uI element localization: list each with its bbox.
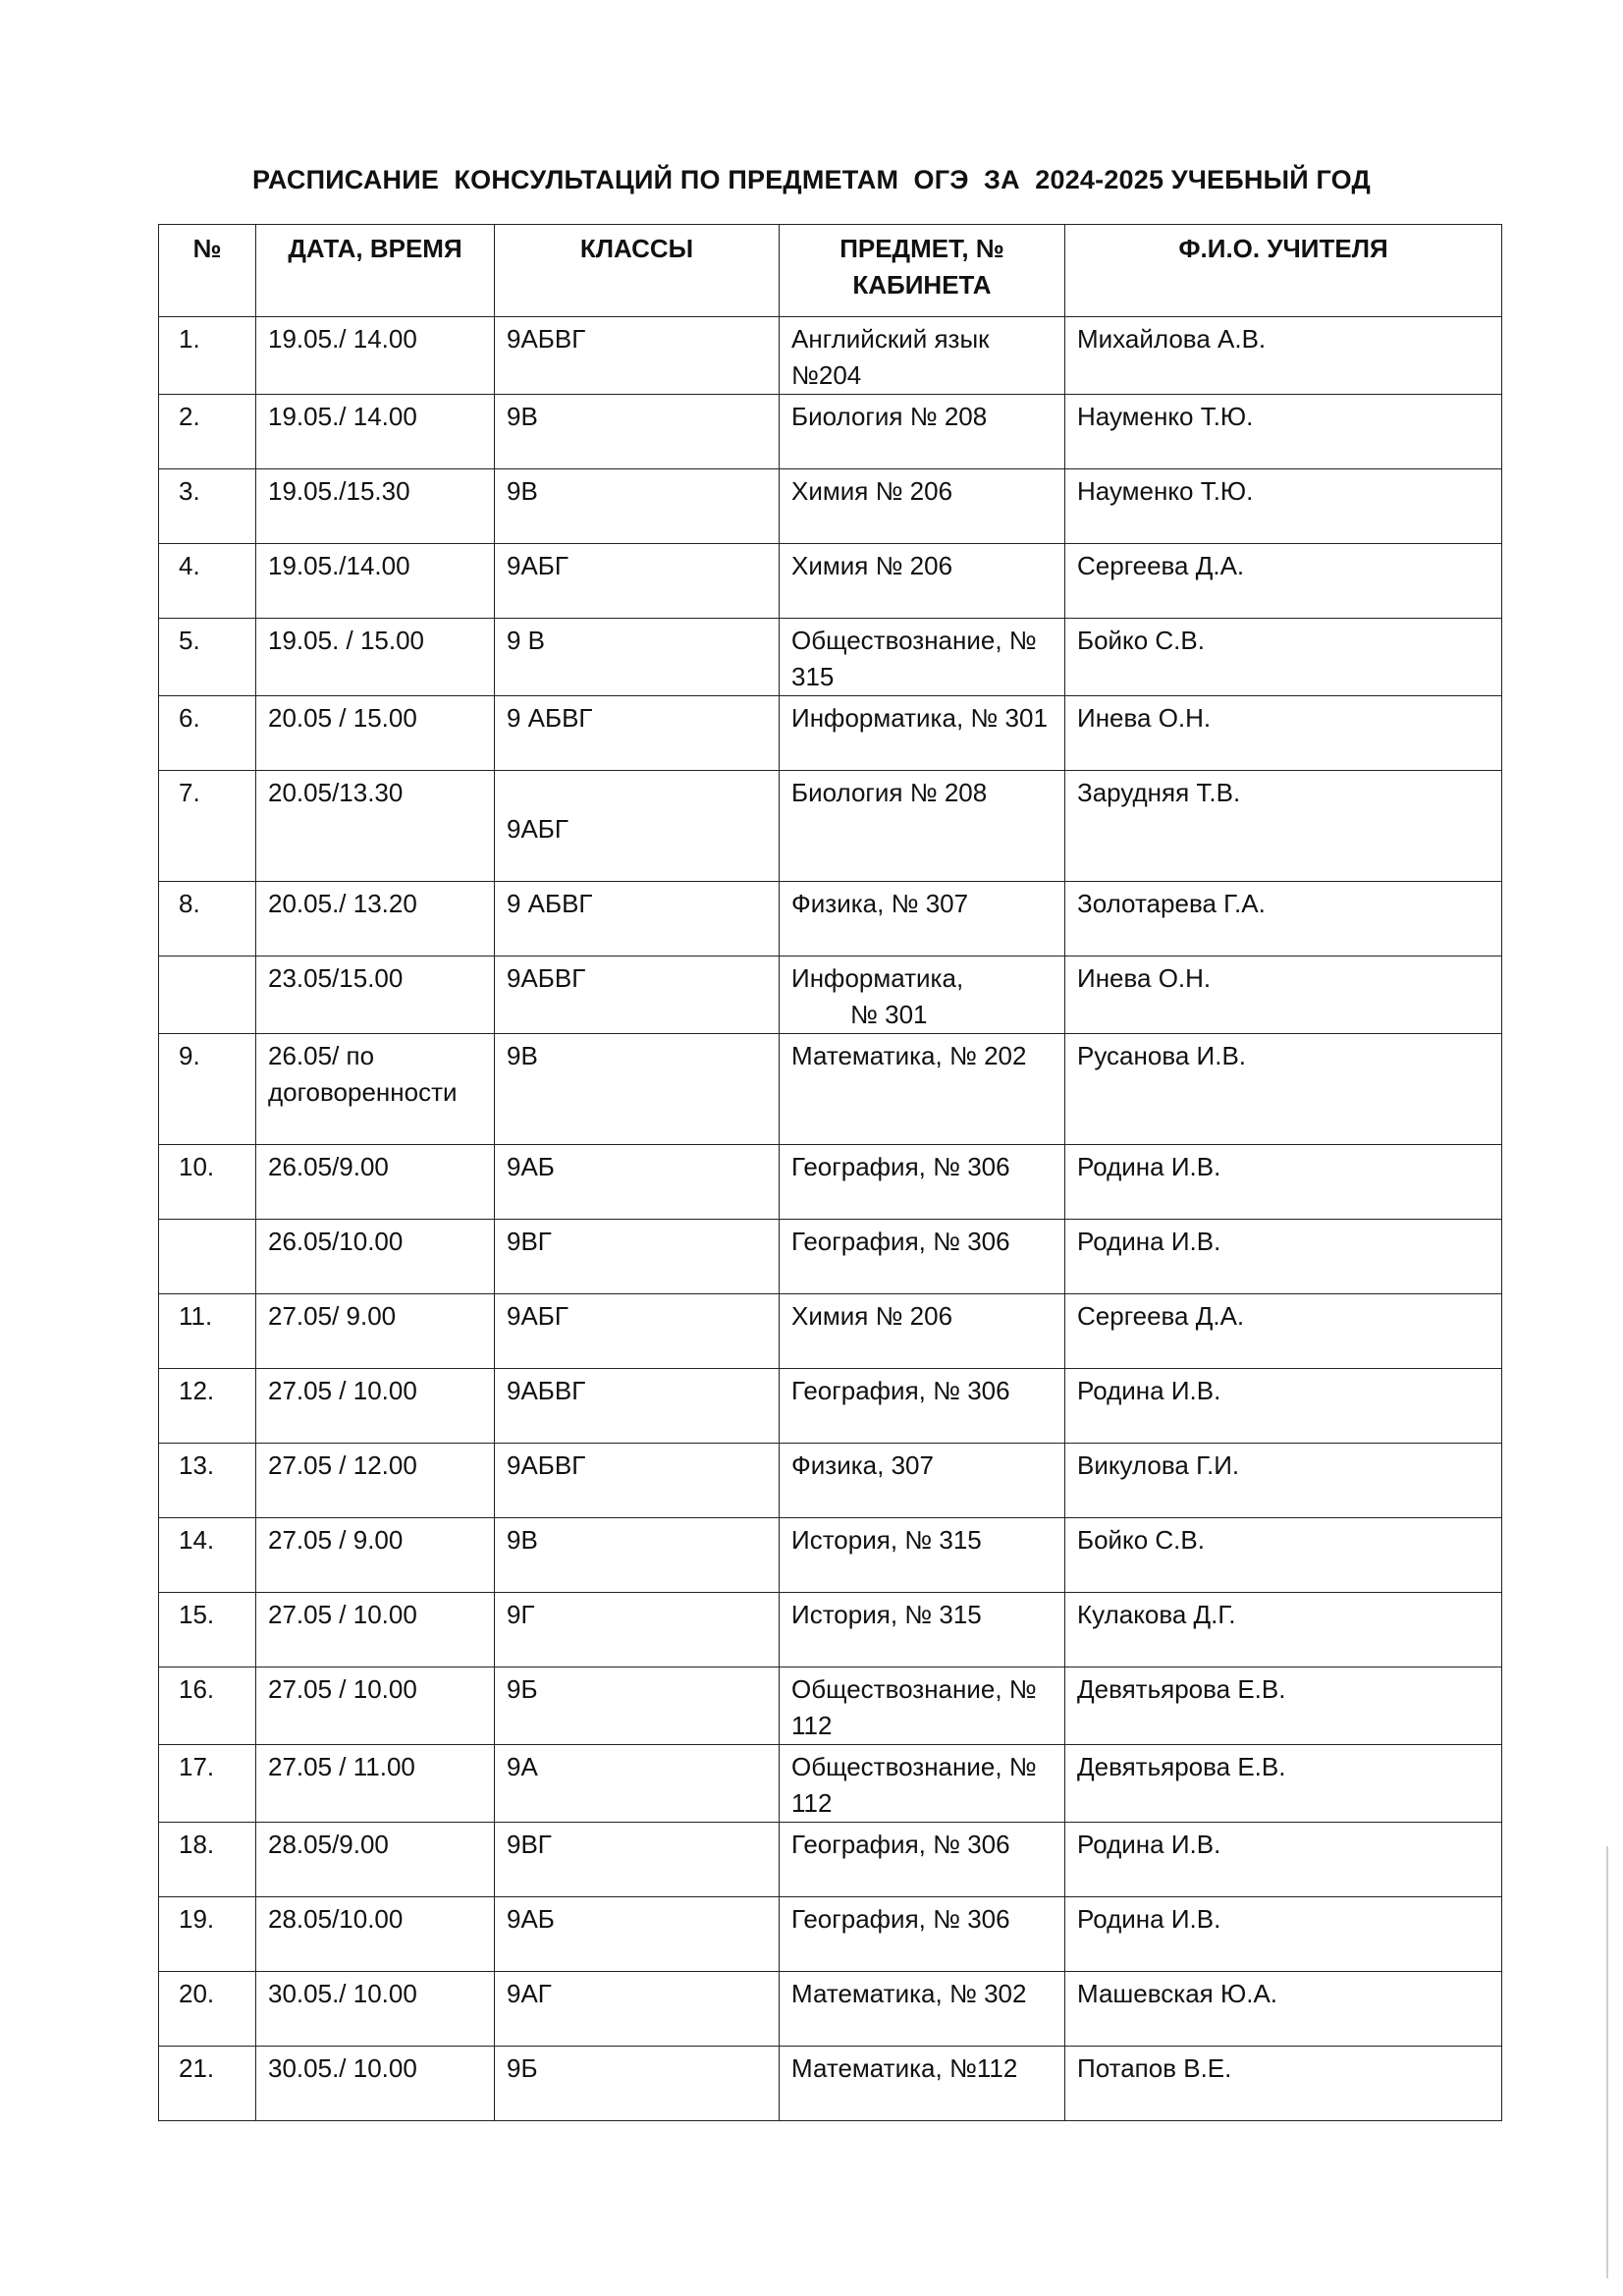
- row-classes: 9АБ: [495, 1897, 780, 1972]
- row-date: 20.05 / 15.00: [256, 696, 495, 771]
- row-teacher: Золотарева Г.А.: [1065, 882, 1502, 957]
- row-subject: Биология № 208: [780, 395, 1065, 469]
- row-classes: 9АБВГ: [495, 317, 780, 395]
- row-date: 20.05./ 13.20: [256, 882, 495, 957]
- row-classes-value: 9АБГ: [507, 814, 568, 844]
- row-subject: География, № 306: [780, 1823, 1065, 1897]
- schedule-table: [158, 224, 1502, 2121]
- row-subject: [780, 957, 1065, 1034]
- row-teacher: Девятьярова Е.В.: [1065, 1667, 1502, 1745]
- table-row: [159, 1823, 1502, 1897]
- row-date: 26.05/9.00: [256, 1145, 495, 1220]
- row-teacher: Бойко С.В.: [1065, 619, 1502, 696]
- row-subject: Обществознание, № 112: [780, 1745, 1065, 1823]
- header-row: [159, 225, 1502, 317]
- row-number: 10.: [159, 1145, 256, 1220]
- row-classes: 9В: [495, 1034, 780, 1145]
- table-row: [159, 1034, 1502, 1145]
- row-teacher: Инева О.Н.: [1065, 696, 1502, 771]
- row-number: 11.: [159, 1294, 256, 1369]
- table-row: [159, 882, 1502, 957]
- table-row: [159, 1972, 1502, 2047]
- row-number: 3.: [159, 469, 256, 544]
- table-row: [159, 544, 1502, 619]
- row-subject: Биология № 208: [780, 771, 1065, 882]
- table-row: [159, 1518, 1502, 1593]
- row-teacher: Зарудняя Т.В.: [1065, 771, 1502, 882]
- row-teacher: Науменко Т.Ю.: [1065, 395, 1502, 469]
- row-number: 4.: [159, 544, 256, 619]
- row-date: 19.05./15.30: [256, 469, 495, 544]
- row-subject: Математика, №112: [780, 2047, 1065, 2121]
- header-classes: КЛАССЫ: [495, 225, 780, 317]
- table-row: [159, 1444, 1502, 1518]
- document-title: РАСПИСАНИЕ КОНСУЛЬТАЦИЙ ПО ПРЕДМЕТАМ ОГЭ ЗА 2024-2025 УЧЕБНЫЙ ГОД: [252, 165, 1371, 194]
- row-classes: 9А: [495, 1745, 780, 1823]
- row-date: 19.05. / 15.00: [256, 619, 495, 696]
- row-teacher: Русанова И.В.: [1065, 1034, 1502, 1145]
- header-subject-room: ПРЕДМЕТ, № КАБИНЕТА: [780, 225, 1065, 317]
- table-row: [159, 1897, 1502, 1972]
- row-teacher: Потапов В.Е.: [1065, 2047, 1502, 2121]
- row-date: 30.05./ 10.00: [256, 1972, 495, 2047]
- row-classes: 9АБГ: [495, 544, 780, 619]
- row-number: 8.: [159, 882, 256, 957]
- row-number: 21.: [159, 2047, 256, 2121]
- table-row: [159, 696, 1502, 771]
- row-teacher: Родина И.В.: [1065, 1220, 1502, 1294]
- header-number: №: [159, 225, 256, 317]
- row-date: 27.05 / 11.00: [256, 1745, 495, 1823]
- table-row: [159, 1294, 1502, 1369]
- row-date: 26.05/ по договоренности: [256, 1034, 495, 1145]
- row-number: 7.: [159, 771, 256, 882]
- row-teacher: Машевская Ю.А.: [1065, 1972, 1502, 2047]
- table-row: [159, 317, 1502, 395]
- row-subject: Информатика, № 301: [780, 696, 1065, 771]
- row-classes: 9АБВГ: [495, 957, 780, 1034]
- table-row: [159, 1667, 1502, 1745]
- row-number: 6.: [159, 696, 256, 771]
- table-row: [159, 1220, 1502, 1294]
- row-date: 28.05/9.00: [256, 1823, 495, 1897]
- row-teacher: Сергеева Д.А.: [1065, 544, 1502, 619]
- row-date: 27.05 / 10.00: [256, 1667, 495, 1745]
- table-row: [159, 1145, 1502, 1220]
- row-subject: История, № 315: [780, 1518, 1065, 1593]
- row-classes: 9АБГ: [495, 1294, 780, 1369]
- row-subject-line2: № 301: [850, 1000, 928, 1029]
- row-teacher: Михайлова А.В.: [1065, 317, 1502, 395]
- row-classes: 9ВГ: [495, 1823, 780, 1897]
- row-classes: 9Г: [495, 1593, 780, 1667]
- row-classes: 9 АБВГ: [495, 882, 780, 957]
- row-date: 27.05/ 9.00: [256, 1294, 495, 1369]
- row-teacher: Родина И.В.: [1065, 1145, 1502, 1220]
- table-row: [159, 1593, 1502, 1667]
- table-row: [159, 1745, 1502, 1823]
- table-row: [159, 395, 1502, 469]
- row-number: 20.: [159, 1972, 256, 2047]
- row-subject: История, № 315: [780, 1593, 1065, 1667]
- row-number: 18.: [159, 1823, 256, 1897]
- row-subject: Обществознание, № 112: [780, 1667, 1065, 1745]
- row-subject: Обществознание, № 315: [780, 619, 1065, 696]
- row-date: 27.05 / 10.00: [256, 1593, 495, 1667]
- row-date: 27.05 / 10.00: [256, 1369, 495, 1444]
- row-number: 14.: [159, 1518, 256, 1593]
- row-teacher: Викулова Г.И.: [1065, 1444, 1502, 1518]
- table-row: [159, 771, 1502, 882]
- row-date: 30.05./ 10.00: [256, 2047, 495, 2121]
- row-classes: 9В: [495, 469, 780, 544]
- row-date: 20.05/13.30: [256, 771, 495, 882]
- row-classes: 9ВГ: [495, 1220, 780, 1294]
- table-row: [159, 619, 1502, 696]
- row-number: 17.: [159, 1745, 256, 1823]
- row-teacher: Сергеева Д.А.: [1065, 1294, 1502, 1369]
- row-number: [159, 1220, 256, 1294]
- row-date: 27.05 / 9.00: [256, 1518, 495, 1593]
- row-subject: Физика, 307: [780, 1444, 1065, 1518]
- table-row: [159, 957, 1502, 1034]
- row-subject: Физика, № 307: [780, 882, 1065, 957]
- row-number: 12.: [159, 1369, 256, 1444]
- row-number: [159, 957, 256, 1034]
- row-classes: 9АГ: [495, 1972, 780, 2047]
- row-teacher: Девятьярова Е.В.: [1065, 1745, 1502, 1823]
- scan-edge-line: [1606, 1846, 1608, 2278]
- row-teacher: Родина И.В.: [1065, 1823, 1502, 1897]
- row-classes: 9 В: [495, 619, 780, 696]
- row-teacher: Инева О.Н.: [1065, 957, 1502, 1034]
- row-classes: 9АБ: [495, 1145, 780, 1220]
- row-teacher: Кулакова Д.Г.: [1065, 1593, 1502, 1667]
- row-teacher: Науменко Т.Ю.: [1065, 469, 1502, 544]
- row-date: 19.05./ 14.00: [256, 395, 495, 469]
- row-classes: 9Б: [495, 2047, 780, 2121]
- row-number: 5.: [159, 619, 256, 696]
- row-classes: 9В: [495, 395, 780, 469]
- row-date: 26.05/10.00: [256, 1220, 495, 1294]
- row-date: 19.05./14.00: [256, 544, 495, 619]
- row-number: 19.: [159, 1897, 256, 1972]
- row-subject: Математика, № 302: [780, 1972, 1065, 2047]
- table-row: [159, 2047, 1502, 2121]
- row-classes: 9 АБВГ: [495, 696, 780, 771]
- header-teacher: Ф.И.О. УЧИТЕЛЯ: [1065, 225, 1502, 317]
- row-subject: Математика, № 202: [780, 1034, 1065, 1145]
- row-teacher: Бойко С.В.: [1065, 1518, 1502, 1593]
- row-classes: 9Б: [495, 1667, 780, 1745]
- row-subject-line1: Информатика,: [791, 963, 964, 993]
- row-subject: География, № 306: [780, 1220, 1065, 1294]
- row-subject: География, № 306: [780, 1145, 1065, 1220]
- row-date: 28.05/10.00: [256, 1897, 495, 1972]
- row-number: 16.: [159, 1667, 256, 1745]
- row-subject: Химия № 206: [780, 544, 1065, 619]
- row-classes: 9В: [495, 1518, 780, 1593]
- row-subject: Английский язык №204: [780, 317, 1065, 395]
- row-subject: Химия № 206: [780, 1294, 1065, 1369]
- row-classes: 9АБВГ: [495, 1369, 780, 1444]
- row-date: 23.05/15.00: [256, 957, 495, 1034]
- row-subject: География, № 306: [780, 1369, 1065, 1444]
- row-teacher: Родина И.В.: [1065, 1369, 1502, 1444]
- table-row: [159, 469, 1502, 544]
- row-number: 9.: [159, 1034, 256, 1145]
- header-date-time: ДАТА, ВРЕМЯ: [256, 225, 495, 317]
- row-subject: География, № 306: [780, 1897, 1065, 1972]
- row-subject: Химия № 206: [780, 469, 1065, 544]
- row-number: 2.: [159, 395, 256, 469]
- row-date: 19.05./ 14.00: [256, 317, 495, 395]
- row-date: 27.05 / 12.00: [256, 1444, 495, 1518]
- row-number: 15.: [159, 1593, 256, 1667]
- row-number: 13.: [159, 1444, 256, 1518]
- table-row: [159, 1369, 1502, 1444]
- row-number: 1.: [159, 317, 256, 395]
- row-classes: [495, 771, 780, 882]
- row-teacher: Родина И.В.: [1065, 1897, 1502, 1972]
- row-classes: 9АБВГ: [495, 1444, 780, 1518]
